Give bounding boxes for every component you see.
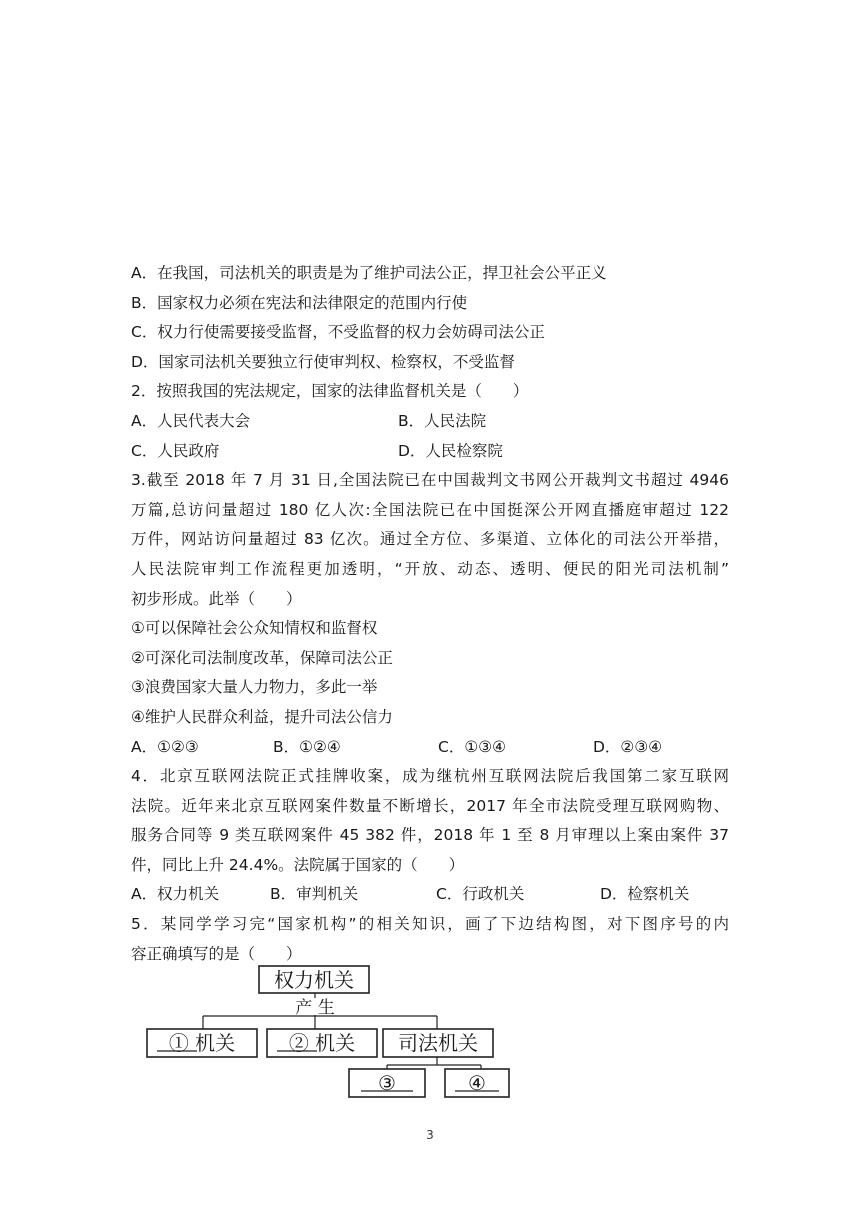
box1-label: ① 机关 — [168, 1031, 236, 1055]
q2-stem: 2．按照我国的宪法规定，国家的法律监督机关是（ ） — [131, 382, 529, 401]
q2-option-c: C．人民政府 — [131, 441, 220, 460]
q1-option-a: A．在我国，司法机关的职责是为了维护司法公正，捍卫社会公平正义 — [131, 264, 607, 282]
box4-label: ③ — [378, 1071, 396, 1095]
page-number: 3 — [426, 1128, 434, 1142]
q4-option-d: D．检察机关 — [600, 885, 690, 904]
q3-options — [131, 733, 729, 763]
q3-option-c: C．①③④ — [438, 737, 507, 756]
q3-statement-1: ①可以保障社会公众知情权和监督权 — [131, 619, 378, 638]
diagram-svg — [145, 963, 515, 1101]
q4-options — [131, 880, 729, 910]
q3-stem-line3: 万件，网站访问量超过 83 亿次。通过全方位、多渠道、立体化的司法公开举措， — [131, 530, 729, 549]
box3-label: 司法机关 — [398, 1031, 478, 1055]
q3-statement-2: ②可深化司法制度改革，保障司法公正 — [131, 648, 393, 667]
q2-options-row1 — [131, 407, 729, 437]
question-content — [131, 259, 729, 969]
q4-option-a: A．权力机关 — [131, 885, 220, 904]
connector-label: 产 生 — [295, 998, 335, 1018]
structure-diagram — [145, 963, 515, 1105]
box2-label: ② 机关 — [288, 1031, 356, 1055]
box5-label: ④ — [468, 1071, 486, 1095]
q1-option-c: C．权力行使需要接受监督，不受监督的权力会妨碍司法公正 — [131, 323, 545, 342]
q4-option-c: C．行政机关 — [436, 885, 525, 904]
q4-option-b: B．审判机关 — [270, 885, 359, 904]
top-box-label: 权力机关 — [274, 968, 354, 992]
q3-option-a: A．①②③ — [131, 737, 199, 756]
q2-option-a: A．人民代表大会 — [131, 411, 251, 430]
diagram-labels — [169, 968, 486, 1095]
q4-stem-line1: 4．北京互联网法院正式挂牌收案，成为继杭州互联网法院后我国第二家互联网 — [131, 767, 729, 786]
q2-option-b: B．人民法院 — [398, 411, 487, 430]
q3-statement-3: ③浪费国家大量人力物力，多此一举 — [131, 678, 378, 697]
q1-option-b: B．国家权力必须在宪法和法律限定的范围内行使 — [131, 293, 468, 312]
q3-stem-line2: 万篇,总访问量超过 180 亿人次:全国法院已在中国挺深公开网直播庭审超过 122 — [131, 500, 729, 519]
q4-stem-line2: 法院。近年来北京互联网案件数量不断增长，2017 年全市法院受理互联网购物、 — [131, 796, 729, 815]
q4-stem-line4: 件，同比上升 24.4%。法院属于国家的（ ） — [131, 855, 465, 874]
q3-stem-line4: 人民法院审判工作流程更加透明，“开放、动态、透明、便民的阳光司法机制” — [131, 559, 729, 578]
q3-stem-line1: 3.截至 2018 年 7 月 31 日,全国法院已在中国裁判文书网公开裁判文书超过 4946 — [131, 471, 729, 490]
q4-stem-line3: 服务合同等 9 类互联网案件 45 382 件，2018 年 1 至 8 月审理以上案由案件 37 — [131, 826, 729, 845]
q1-option-d: D．国家司法机关要独立行使审判权、检察权，不受监督 — [131, 352, 515, 371]
q5-stem-line1: 5．某同学学习完“国家机构”的相关知识，画了下边结构图，对下图序号的内 — [131, 915, 729, 934]
q5-stem-line2: 容正确填写的是（ ） — [131, 944, 302, 963]
q3-statement-4: ④维护人民群众利益，提升司法公信力 — [131, 707, 393, 726]
q2-options-row2 — [131, 437, 729, 467]
q3-stem-line5: 初步形成。此举（ ） — [131, 589, 302, 608]
q3-option-b: B．①②④ — [273, 737, 341, 756]
q2-option-d: D．人民检察院 — [398, 441, 503, 460]
q3-option-d: D．②③④ — [593, 737, 663, 756]
